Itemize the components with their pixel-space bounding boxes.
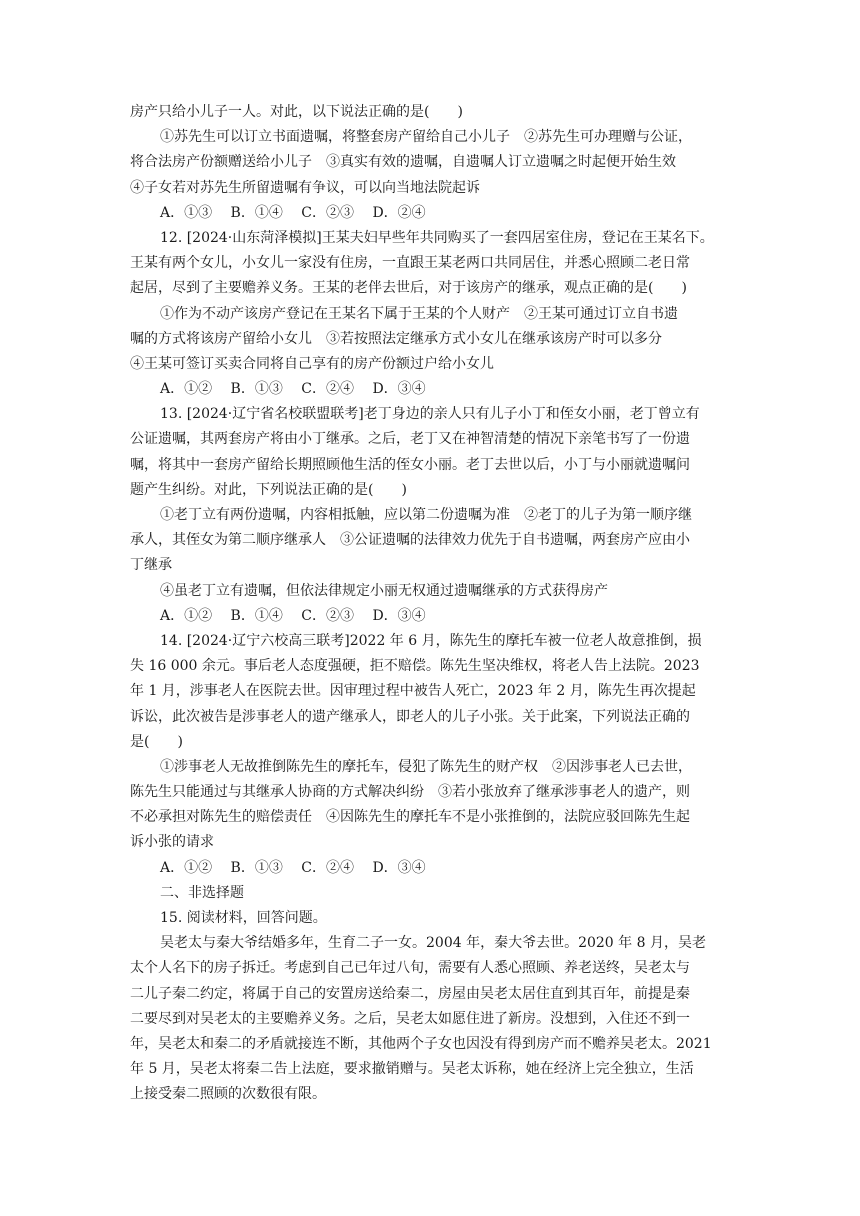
text-line: 不必承担对陈先生的赔偿责任 ④因陈先生的摩托车不是小张推倒的，法院应驳回陈先生起 [130, 809, 690, 826]
text-line: 12. [2024·山东菏泽模拟]王某夫妇早些年共同购买了一套四居室住房，登记在王某名下。 [160, 229, 714, 246]
text-line: 题产生纠纷。对此，下列说法正确的是( ) [130, 481, 407, 498]
text-line: 14. [2024·辽宁六校高三联考]2022 年 6 月，陈先生的摩托车被一位老人故意推倒，损 [160, 632, 702, 649]
text-line: 失 16 000 余元。事后老人态度强硬，拒不赔偿。陈先生坚决维权，将老人告上法院。2023 [130, 658, 700, 675]
text-line: 年 1 月，涉事老人在医院去世。因审理过程中被告人死亡，2023 年 2 月，陈先生再次提起 [130, 683, 696, 700]
text-line: 吴老太与秦大爷结婚多年，生育二子一女。2004 年，秦大爷去世。2020 年 8 月，吴老 [160, 935, 706, 952]
text-line: 年，吴老太和秦二的矛盾就接连不断，其他两个子女也因没有得到房产而不赡养吴老太。2021 [130, 1035, 712, 1052]
text-line: ①老丁立有两份遗嘱，内容相抵触，应以第二份遗嘱为准 ②老丁的儿子为第一顺序继 [160, 507, 692, 523]
text-line: 起居，尽到了主要赡养义务。王某的老伴去世后，对于该房产的继承，观点正确的是( ) [130, 280, 687, 297]
text-line: ①涉事老人无故推倒陈先生的摩托车，侵犯了陈先生的财产权 ②因涉事老人已去世， [160, 758, 692, 775]
text-line: 陈先生只能通过与其继承人协商的方式解决纠纷 ③若小张放弃了继承涉事老人的遗产，则 [130, 784, 690, 801]
text-line: ①苏先生可以订立书面遗嘱，将整套房产留给自己小儿子 ②苏先生可办理赠与公证， [160, 129, 692, 146]
text-line: 是( ) [130, 733, 183, 750]
text-line: 上接受秦二照顾的次数很有限。 [130, 1086, 326, 1103]
text-line: 房产只给小儿子一人。对此，以下说法正确的是( ) [130, 104, 463, 120]
text-line: 承人，其侄女为第二顺序继承人 ③公证遗嘱的法律效力优先于自书遗嘱，两套房产应由小 [130, 532, 690, 549]
text-line: 将合法房产份额赠送给小儿子 ③真实有效的遗嘱，自遗嘱人订立遗嘱之时起便开始生效 [130, 154, 676, 171]
text-line: A．①② B．①③ C．②④ D．③④ [160, 381, 426, 398]
document-page [130, 100, 730, 1108]
text-line: ④子女若对苏先生所留遗嘱有争议，可以向当地法院起诉 [130, 179, 480, 196]
text-line: ①作为不动产该房产登记在王某名下属于王某的个人财产 ②王某可通过订立自书遗 [160, 305, 678, 322]
text-line: A．①② B．①③ C．②④ D．③④ [160, 859, 426, 876]
text-line: 二儿子秦二约定，将属于自己的安置房送给秦二，房屋由吴老太居住直到其百年，前提是秦 [130, 985, 690, 1002]
text-line: 丁继承 [130, 557, 172, 574]
text-line: A．①③ B．①④ C．②③ D．②④ [160, 204, 426, 221]
text-line: 诉讼，此次被告是涉事老人的遗产继承人，即老人的儿子小张。关于此案，下列说法正确的 [130, 708, 690, 725]
text-line: 嘱的方式将该房产留给小女儿 ③若按照法定继承方式小女儿在继承该房产时可以多分 [130, 330, 662, 347]
text-line: ④王某可签订买卖合同将自己享有的房产份额过户给小女儿 [130, 355, 494, 372]
text-line: A．①② B．①④ C．②③ D．③④ [160, 607, 426, 624]
text-line: 13. [2024·辽宁省名校联盟联考]老丁身边的亲人只有儿子小丁和侄女小丽，老丁曾立有 [160, 406, 700, 423]
text-line: 年 5 月，吴老太将秦二告上法庭，要求撤销赠与。吴老太诉称，她在经济上完全独立，生活 [130, 1061, 694, 1078]
text-line: 二要尽到对吴老太的主要赡养义务。之后，吴老太如愿住进了新房。没想到，入住还不到一 [130, 1010, 690, 1027]
text-line: 嘱，将其中一套房产留给长期照顾他生活的侄女小丽。老丁去世以后，小丁与小丽就遗嘱问 [130, 456, 690, 473]
text-line: ④虽老丁立有遗嘱，但依法律规定小丽无权通过遗嘱继承的方式获得房产 [160, 582, 608, 599]
text-line: 太个人名下的房子拆迁。考虑到自己已年过八旬，需要有人悉心照顾、养老送终，吴老太与 [130, 960, 690, 977]
text-line: 15. 阅读材料，回答问题。 [160, 910, 327, 926]
text-line: 诉小张的请求 [130, 834, 214, 851]
text-line: 二、非选择题 [160, 884, 244, 901]
text-line: 王某有两个女儿，小女儿一家没有住房，一直跟王某老两口共同居住，并悉心照顾二老日常 [130, 255, 690, 272]
text-line: 公证遗嘱，其两套房产将由小丁继承。之后，老丁又在神智清楚的情况下亲笔书写了一份遗 [130, 431, 690, 448]
